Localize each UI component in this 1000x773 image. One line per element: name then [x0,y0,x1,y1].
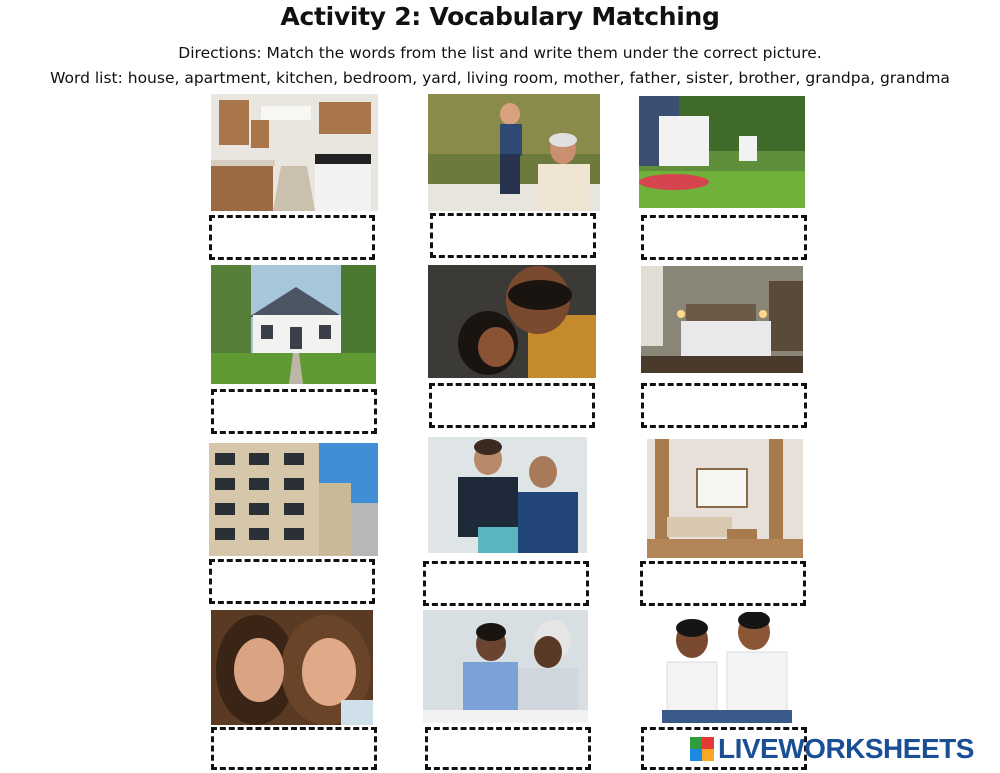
house-photo [211,265,376,384]
sister-photo [211,610,373,725]
answer-input-grandpa[interactable] [433,216,593,255]
bedroom-photo [641,266,803,373]
answer-box-apartment[interactable] [209,559,375,604]
answer-box-grandpa[interactable] [430,213,596,258]
word-list-text: Word list: house, apartment, kitchen, bedroom, yard, living room, mother, father, sister, brother, grandpa, grandma [50,69,950,87]
grandpa-photo [428,94,600,211]
answer-input-apartment[interactable] [212,562,372,601]
answer-input-kitchen[interactable] [212,218,372,257]
kitchen-photo [211,94,378,211]
answer-input-grandma[interactable] [428,730,588,767]
answer-input-house[interactable] [214,392,374,431]
answer-input-living-room[interactable] [643,564,803,603]
grandma-photo [423,610,588,723]
answer-input-bedroom[interactable] [644,386,804,425]
mother-photo [428,265,596,378]
answer-input-sister[interactable] [214,730,374,767]
answer-box-bedroom[interactable] [641,383,807,428]
liveworksheets-logo[interactable] [690,733,974,765]
answer-box-living-room[interactable] [640,561,806,606]
yard-photo [639,96,805,208]
answer-box-grandma[interactable] [425,727,591,770]
answer-input-father[interactable] [426,564,586,603]
directions-text: Directions: Match the words from the list and write them under the correct picture. [178,44,822,62]
answer-box-house[interactable] [211,389,377,434]
answer-box-yard[interactable] [641,215,807,260]
brother-photo [642,612,806,723]
liveworksheets-logo-icon [690,737,714,761]
answer-box-mother[interactable] [429,383,595,428]
answer-box-kitchen[interactable] [209,215,375,260]
apartment-photo [209,443,378,556]
living-room-photo [647,439,803,558]
page-title: Activity 2: Vocabulary Matching [280,2,720,31]
answer-input-yard[interactable] [644,218,804,257]
answer-box-sister[interactable] [211,727,377,770]
father-photo [428,437,587,553]
answer-box-father[interactable] [423,561,589,606]
answer-input-mother[interactable] [432,386,592,425]
liveworksheets-logo-text: LIVEWORKSHEETS [718,733,974,764]
